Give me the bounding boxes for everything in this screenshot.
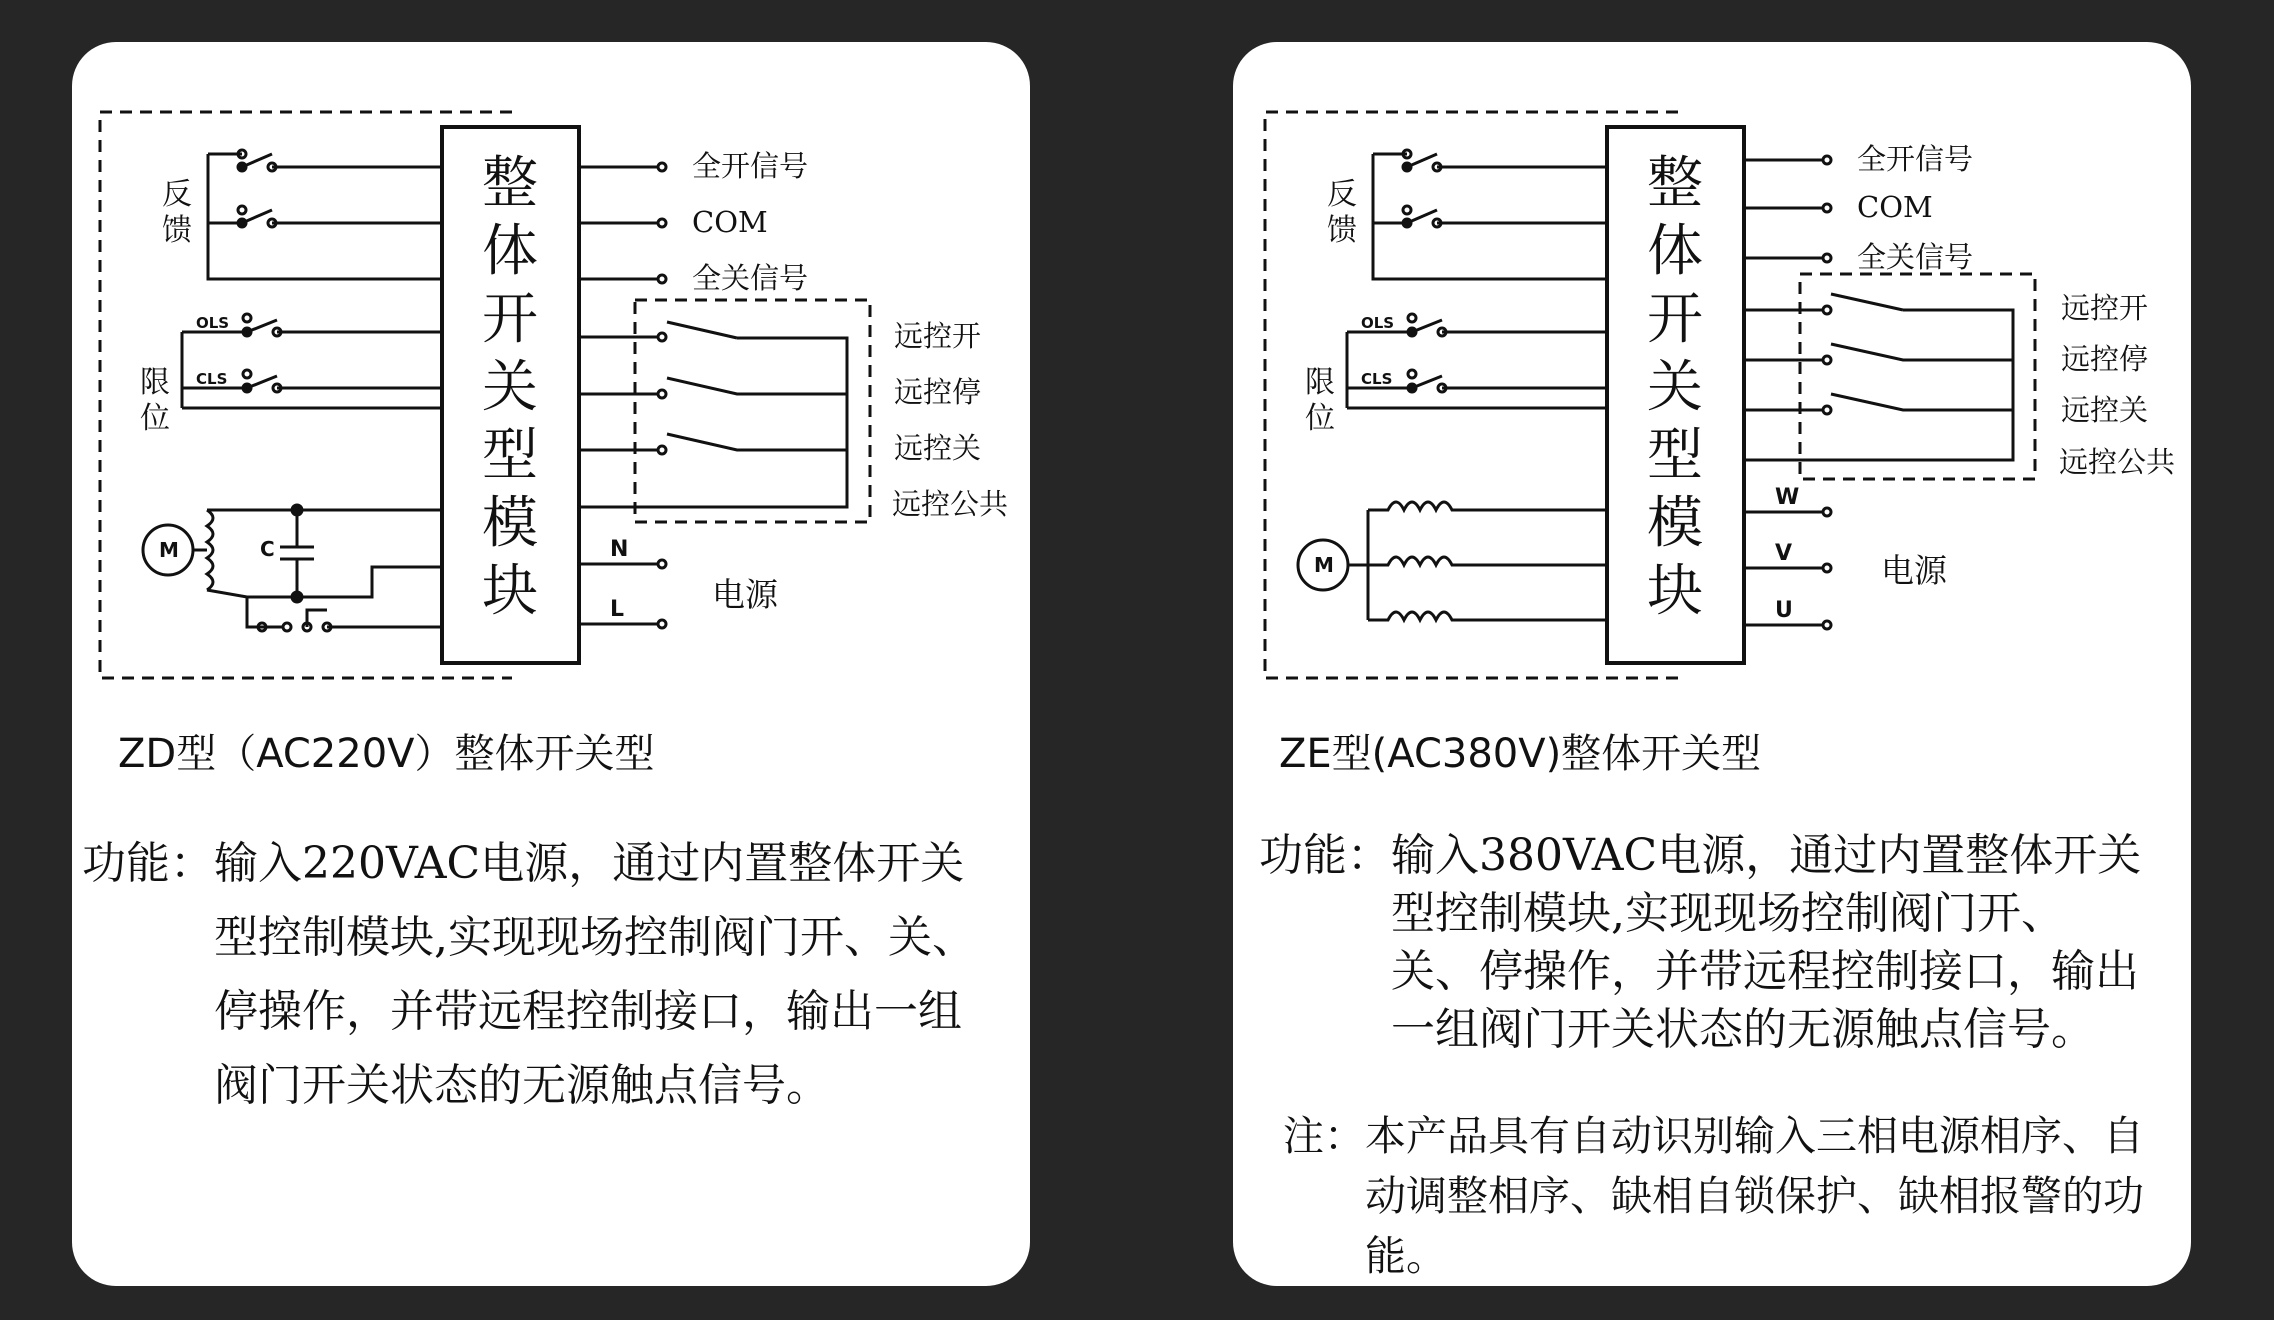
ze-limit-label-2: 位 [1305,401,1335,436]
ze-u-label: U [1775,598,1793,623]
ze-out-com-label: COM [1857,190,1933,224]
ze-card [1233,42,2191,1286]
ze-module-char-6: 模 [1647,491,1703,556]
zd-module-char-1: 整 [482,151,538,216]
zd-wiring-diagram [72,42,1030,742]
ze-caption: ZE型(AC380V)整体开关型 [1279,731,1762,777]
zd-out-close-label: 全关信号 [692,261,809,295]
ze-note-text: 本产品具有自动识别输入三相电源相序、自动调整相序、缺相自锁保护、缺相报警的功能。 [1365,1112,2144,1280]
ze-out-open-label: 全开信号 [1857,142,1974,176]
ze-module-char-4: 关 [1647,355,1703,420]
ze-note-block [1283,1106,2163,1280]
ze-feedback-label-2: 馈 [1327,213,1357,248]
zd-ols-label: OLS [196,314,230,332]
zd-module-char-4: 关 [482,355,538,420]
zd-cls-label: CLS [196,370,228,388]
zd-module-char-6: 模 [482,491,538,556]
ze-function-block [1259,827,2159,1127]
ze-out-close-label: 全关信号 [1857,240,1974,274]
ze-limit-label-1: 限 [1305,365,1335,400]
zd-limit-label-2: 位 [140,401,170,436]
ze-module-char-7: 块 [1647,559,1703,624]
ze-remote-stop-label: 远控停 [2061,342,2149,376]
ze-remote-open-label: 远控开 [2061,291,2149,325]
zd-function-text: 输入220VAC电源，通过内置整体开关型控制模块,实现现场控制阀门开、关、停操作，并带远程控制接口，输出一组阀门开关状态的无源触点信号。 [214,838,976,1111]
zd-capacitor-label: C [260,537,275,561]
ze-wiring-diagram [1233,42,2191,742]
zd-feedback-label-1: 反 [162,177,192,212]
zd-remote-open-label: 远控开 [894,319,982,353]
zd-remote-close-label: 远控关 [894,431,982,465]
ze-feedback-label-1: 反 [1327,177,1357,212]
zd-remote-stop-label: 远控停 [894,375,982,409]
ze-note-label: 注： [1283,1112,1365,1160]
ze-motor-label: M [1314,553,1334,577]
zd-power-label: 电源 [712,575,778,614]
zd-l-label: L [610,597,625,622]
ze-module-char-2: 体 [1647,219,1703,284]
ze-remote-close-label: 远控关 [2061,393,2149,427]
zd-function-label: 功能： [82,838,214,889]
ze-ols-label: OLS [1361,314,1395,332]
ze-cls-label: CLS [1361,370,1393,388]
zd-n-label: N [610,537,629,562]
ze-w-label: W [1775,485,1800,510]
zd-module-char-3: 开 [482,287,538,352]
zd-module-char-2: 体 [482,219,538,284]
zd-motor-label: M [159,538,179,562]
ze-power-label: 电源 [1881,551,1947,590]
ze-function-text: 输入380VAC电源，通过内置整体开关型控制模块,实现现场控制阀门开、关、停操作，并带远程控制接口，输出一组阀门开关状态的无源触点信号。 [1391,830,2142,1055]
zd-out-open-label: 全开信号 [692,149,809,183]
zd-feedback-label-2: 馈 [162,213,192,248]
ze-remote-dashed-box [1800,274,2035,479]
zd-function-block [82,827,982,1157]
ze-function-label: 功能： [1259,830,1391,881]
zd-module-char-7: 块 [482,559,538,624]
zd-remote-dashed-box [635,300,870,522]
zd-module-char-5: 型 [482,423,538,488]
ze-module-char-1: 整 [1647,151,1703,216]
zd-remote-common-label: 远控公共 [892,487,1009,521]
zd-caption: ZD型（AC220V）整体开关型 [118,731,655,777]
zd-out-com-label: COM [692,205,768,239]
ze-remote-common-label: 远控公共 [2059,445,2176,479]
ze-module-char-5: 型 [1647,423,1703,488]
ze-v-label: V [1775,541,1793,566]
zd-limit-label-1: 限 [140,365,170,400]
ze-module-char-3: 开 [1647,287,1703,352]
zd-card [72,42,1030,1286]
